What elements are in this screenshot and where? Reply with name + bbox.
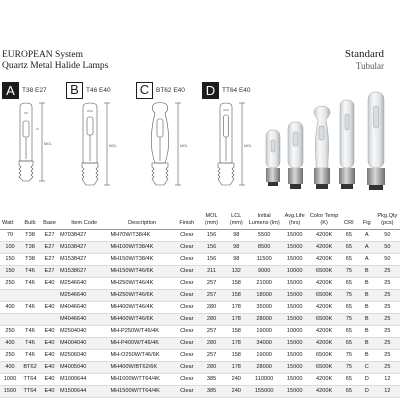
table-row [0,337,400,349]
table-cell: E27 [40,241,59,253]
table-cell: Clear [175,325,199,337]
table-cell: M2506040 [59,349,110,361]
lamp-photo-t38 [266,130,280,186]
table-cell: 250 [0,349,20,361]
table-cell: 12 [375,373,400,385]
table-cell: 65 [339,373,359,385]
table-cell: 25 [375,301,400,313]
table-cell [0,289,20,301]
table-cell: A [359,229,375,241]
table-cell: 110000 [248,373,280,385]
table-cell: 25 [375,265,400,277]
table-cell: 4200K [309,241,338,253]
table-cell: 15000 [280,301,309,313]
table-cell: 15000 [280,229,309,241]
table-cell: 25 [375,325,400,337]
table-cell: 70 [0,229,20,241]
table-cell: A [359,241,375,253]
column-header: Watt [0,209,20,229]
table-cell [20,289,40,301]
title-line-1: EUROPEAN System [2,50,84,60]
table-cell: 385 [199,385,224,397]
table-cell: 158 [224,349,248,361]
panel-b-mol-label: MOL [109,144,117,148]
table-cell: 75 [339,349,359,361]
table-cell: 211 [199,265,224,277]
table-cell: 132 [224,265,248,277]
table-cell: T38 [20,253,40,265]
table-cell [0,313,20,325]
table-cell: Clear [175,385,199,397]
table-cell: Clear [175,337,199,349]
table-cell: 257 [199,277,224,289]
table-cell: Clear [175,349,199,361]
table-cell: 6500K [309,361,338,373]
panel-a-letter-badge: A [2,82,19,99]
table-cell: MH-O250W/T46/6K [109,349,174,361]
table-cell: 15000 [280,337,309,349]
table-row [0,313,400,325]
table-cell: 178 [224,313,248,325]
table-cell: M7038427 [59,229,110,241]
table-cell: Clear [175,313,199,325]
table-cell: 240 [224,373,248,385]
table-cell: 280 [199,361,224,373]
table-cell: MH1500W/TT64/4K [109,385,174,397]
table-cell: E27 [40,253,59,265]
table-cell: 35000 [248,301,280,313]
table-cell: MH400W/T46/4K [109,301,174,313]
table-cell: 65 [339,337,359,349]
table-cell: M1038427 [59,241,110,253]
table-cell: 250 [0,277,20,289]
table-cell: 4200K [309,373,338,385]
panel-a-bulb-type: T38 E27 [22,87,47,94]
table-row [0,325,400,337]
table-cell: 156 [199,241,224,253]
table-cell: 15000 [280,349,309,361]
lamp-diagram-d [202,101,258,196]
table-cell: 158 [224,289,248,301]
category-label [345,48,384,72]
table-cell: MH1000W/TT64/4K [109,373,174,385]
table-cell: 4200K [309,337,338,349]
panel-b [66,82,124,196]
table-cell: E27 [40,265,59,277]
table-cell: 8500 [248,241,280,253]
table-cell: B [359,313,375,325]
panel-d [202,82,258,196]
column-header: Color Temp (K) [309,209,338,229]
table-cell: 50 [375,241,400,253]
table-cell: T46 [20,277,40,289]
table-cell: M2546640 [59,289,110,301]
table-cell: 21000 [248,277,280,289]
table-cell: T46 [20,265,40,277]
table-cell: 240 [224,385,248,397]
table-cell: MH100W/T38/4K [109,241,174,253]
table-cell: T38 [20,229,40,241]
table-cell: 34000 [248,337,280,349]
table-cell: C [359,361,375,373]
table-cell: T46 [20,349,40,361]
table-cell: 25 [375,349,400,361]
table-cell: TT64 [20,385,40,397]
table-cell: B [359,277,375,289]
table-cell: 65 [339,385,359,397]
table-cell: 10000 [280,325,309,337]
table-cell: 400 [0,361,20,373]
table-cell: Clear [175,361,199,373]
table-cell: T38 [20,241,40,253]
table-cell: T46 [20,337,40,349]
table-cell: 257 [199,289,224,301]
table-row [0,229,400,241]
lamp-photo-bt62 [314,106,330,189]
table-cell: 6500K [309,289,338,301]
table-cell: 65 [339,241,359,253]
table-cell: 4200K [309,277,338,289]
table-cell: E40 [40,325,59,337]
table-row [0,277,400,289]
table-cell: 25 [375,337,400,349]
table-cell: M4046640 [59,301,110,313]
table-cell: 65 [339,229,359,241]
lamp-photo-tt64 [367,92,385,190]
table-cell: B [359,265,375,277]
table-header-row [0,209,400,229]
category-standard: Standard [344,48,384,60]
table-cell: MH400W/T46/6K [109,313,174,325]
table-cell: 280 [199,337,224,349]
column-header: Initial Lumens (lm) [248,209,280,229]
table-row [0,265,400,277]
table-cell: 19000 [248,325,280,337]
catalog-title [2,50,108,71]
table-row [0,241,400,253]
table-cell: T46 [20,301,40,313]
table-cell: BT62 [20,361,40,373]
table-cell: 15000 [280,361,309,373]
column-header: Bulb [20,209,40,229]
table-cell: E40 [40,361,59,373]
table-row [0,349,400,361]
table-cell: M4004040 [59,337,110,349]
table-cell: 150 [0,253,20,265]
table-cell: MH250W/T46/6K [109,289,174,301]
table-cell: 98 [224,241,248,253]
table-cell: B [359,349,375,361]
table-cell: M4005040 [59,361,110,373]
table-cell: 75 [339,265,359,277]
table-cell: 75 [339,313,359,325]
table-cell: 15000 [280,241,309,253]
table-cell: 280 [199,313,224,325]
category-tubular: Tubular [355,61,384,71]
table-row [0,373,400,385]
table-cell: 25 [375,289,400,301]
table-cell: MH-P400W/T46/4K [109,337,174,349]
table-cell: 385 [199,373,224,385]
panel-c-bulb-type: BT62 E40 [156,87,185,94]
table-cell: 15000 [280,373,309,385]
column-header: Item Code [59,209,110,229]
table-cell: 4200K [309,301,338,313]
panel-c-mol-label: MOL [180,144,188,148]
panel-a-mol-label: MOL [44,142,52,146]
table-cell: MH-P250W/T46/4K [109,325,174,337]
lamp-photo-t46-tall [339,100,355,189]
table-cell: 4200K [309,325,338,337]
table-cell: Clear [175,289,199,301]
table-cell: 155000 [248,385,280,397]
table-cell: 400 [0,301,20,313]
table-cell: B [359,337,375,349]
title-line-2: Quartz Metal Halide Lamps [2,60,109,71]
table-cell: A [359,253,375,265]
table-cell: 178 [224,337,248,349]
column-header: Fig [359,209,375,229]
table-cell: 15000 [280,385,309,397]
table-cell: 65 [339,325,359,337]
panel-c-letter-badge: C [136,82,153,99]
table-body [0,229,400,397]
table-cell: Clear [175,241,199,253]
table-cell: B [359,301,375,313]
column-header: MOL (mm) [199,209,224,229]
table-cell: 158 [224,277,248,289]
panel-d-mol-label: MOL [244,144,252,148]
table-cell: 12 [375,385,400,397]
table-cell [40,313,59,325]
table-cell: TT64 [20,373,40,385]
table-cell: 65 [339,277,359,289]
table-cell: 28000 [248,313,280,325]
table-cell: 257 [199,349,224,361]
table-cell: E40 [40,337,59,349]
table-cell: Clear [175,301,199,313]
lamp-diagram-c [136,101,196,196]
table-cell: 6500K [309,265,338,277]
lamp-photo-t46 [288,122,303,189]
table-cell: Clear [175,253,199,265]
column-header: LCL (mm) [224,209,248,229]
table-cell: 98 [224,253,248,265]
table-cell: 50 [375,253,400,265]
table-cell: E40 [40,373,59,385]
table-cell: MH400W/BT62/6K [109,361,174,373]
panel-c [136,82,196,196]
table-row [0,289,400,301]
lamp-photos [258,90,398,200]
table-cell: MH150W/T38/4K [109,253,174,265]
lamp-diagram-b [66,101,124,196]
table-cell: 75 [339,289,359,301]
table-cell: 250 [0,325,20,337]
table-cell: 18000 [248,289,280,301]
table-cell: Clear [175,229,199,241]
table-cell [20,313,40,325]
table-row [0,361,400,373]
table-cell: M2546640 [59,277,110,289]
table-cell: MH70W/T38/4K [109,229,174,241]
table-cell: M1500644 [59,385,110,397]
table-cell: 1500 [0,385,20,397]
table-cell: M1000644 [59,373,110,385]
table-cell: T46 [20,325,40,337]
table-cell: 11500 [248,253,280,265]
table-cell: E40 [40,349,59,361]
table-cell: 257 [199,325,224,337]
table-cell: MH150W/T46/6K [109,265,174,277]
table-row [0,301,400,313]
table-cell: E27 [40,229,59,241]
table-cell: 9000 [248,265,280,277]
table-cell: 4200K [309,385,338,397]
table-cell: 65 [339,253,359,265]
table-cell: 156 [199,253,224,265]
table-cell: 10000 [280,265,309,277]
table-cell: M1538627 [59,265,110,277]
table-cell: B [359,325,375,337]
panel-d-bulb-type: TT64 E40 [222,87,251,94]
table-cell: E40 [40,301,59,313]
table-cell: 15000 [280,277,309,289]
table-cell: 75 [339,361,359,373]
table-cell: D [359,373,375,385]
table-cell: M1538427 [59,253,110,265]
table-cell: 25 [375,361,400,373]
table-cell: 15000 [280,253,309,265]
table-cell: 400 [0,337,20,349]
table-cell: 6500K [309,349,338,361]
panel-b-letter-badge: B [66,82,83,99]
column-header: Base [40,209,59,229]
table-cell: 280 [199,301,224,313]
table-cell: 50 [375,229,400,241]
table-cell: 178 [224,301,248,313]
table-row [0,253,400,265]
table-cell: 25 [375,313,400,325]
table-cell: M2504040 [59,325,110,337]
table-cell: Clear [175,373,199,385]
table-cell: E40 [40,277,59,289]
table-cell: 15000 [280,313,309,325]
lamp-diagram-a [2,101,60,196]
table-cell: 150 [0,265,20,277]
column-header: Pkg.Qty (pcs) [375,209,400,229]
table-cell: 65 [339,301,359,313]
table-cell: 178 [224,361,248,373]
table-cell: 100 [0,241,20,253]
panel-b-bulb-type: T46 E40 [86,87,111,94]
table-cell: 25 [375,277,400,289]
table-cell: 156 [199,229,224,241]
panel-d-letter-badge: D [202,82,219,99]
table-cell: 28000 [248,361,280,373]
column-header: Finish [175,209,199,229]
table-cell: E40 [40,385,59,397]
table-cell: 5500 [248,229,280,241]
table-cell: D [359,385,375,397]
table-cell: 4200K [309,253,338,265]
column-header: CRI [339,209,359,229]
table-cell [40,289,59,301]
table-cell: 1000 [0,373,20,385]
table-cell: B [359,289,375,301]
table-cell: M4046640 [59,313,110,325]
table-cell: 6500K [309,313,338,325]
table-cell: 15000 [280,289,309,301]
table-cell: 98 [224,229,248,241]
table-cell: MH250W/T46/4K [109,277,174,289]
lamp-spec-table [0,209,400,398]
table-cell: Clear [175,265,199,277]
column-header: Description [109,209,174,229]
table-cell: Clear [175,277,199,289]
table-cell: 19000 [248,349,280,361]
panel-a [2,82,60,196]
table-cell: 4200K [309,229,338,241]
table-cell: 158 [224,325,248,337]
table-row [0,385,400,397]
column-header: Avg.Life (hrs) [280,209,309,229]
